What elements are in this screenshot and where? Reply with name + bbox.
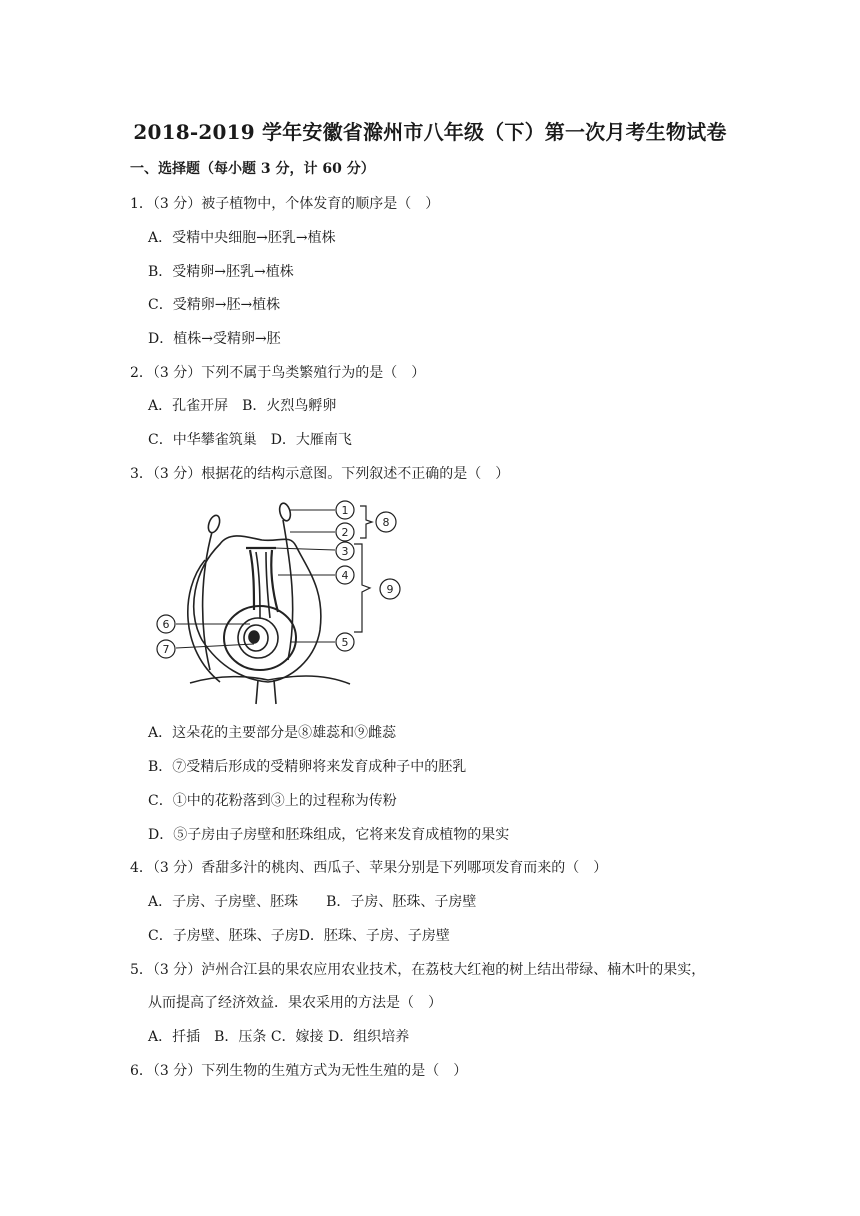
svg-text:5: 5	[341, 636, 349, 649]
question-4-options-ab: A．子房、子房壁、胚珠 B．子房、胚珠、子房壁	[148, 894, 477, 910]
svg-text:8: 8	[382, 516, 390, 529]
question-1-option-d: D．植株→受精卵→胚	[148, 331, 281, 347]
section-heading: 一、选择题（每小题 3 分，计 60 分）	[130, 161, 375, 177]
question-2-options-ab: A．孔雀开屏 B．火烈鸟孵卵	[148, 398, 337, 414]
question-1-option-c: C．受精卵→胚→植株	[148, 297, 281, 313]
svg-text:9: 9	[386, 583, 394, 596]
exam-title: 2018-2019 学年安徽省滁州市八年级（下）第一次月考生物试卷	[133, 120, 727, 144]
svg-text:6: 6	[162, 618, 170, 631]
question-1-stem: 1．（3 分）被子植物中，个体发育的顺序是（ ）	[130, 196, 440, 212]
question-1-option-a: A．受精中央细胞→胚乳→植株	[148, 230, 336, 246]
question-2-options-cd: C．中华攀雀筑巢 D．大雁南飞	[148, 432, 352, 448]
question-5-stem-continued: 从而提高了经济效益．果农采用的方法是（ ）	[148, 995, 442, 1011]
question-3-stem: 3．（3 分）根据花的结构示意图。下列叙述不正确的是（ ）	[130, 466, 510, 482]
svg-text:4: 4	[341, 569, 349, 582]
question-4-stem: 4．（3 分）香甜多汁的桃肉、西瓜子、苹果分别是下列哪项发育而来的（ ）	[130, 860, 608, 876]
question-3-option-a: A．这朵花的主要部分是⑧雄蕊和⑨雌蕊	[148, 725, 397, 741]
svg-text:1: 1	[341, 504, 349, 517]
question-1-option-b: B．受精卵→胚乳→植株	[148, 264, 294, 280]
question-3-option-d: D．⑤子房由子房壁和胚珠组成，它将来发育成植物的果实	[148, 827, 510, 843]
question-2-stem: 2．（3 分）下列不属于鸟类繁殖行为的是（ ）	[130, 365, 426, 381]
question-3-option-b: B．⑦受精后形成的受精卵将来发育成种子中的胚乳	[148, 759, 467, 775]
svg-text:3: 3	[341, 545, 349, 558]
svg-text:2: 2	[341, 526, 349, 539]
question-4-options-cd: C．子房壁、胚珠、子房D．胚珠、子房、子房壁	[148, 928, 450, 944]
question-5-options: A．扦插 B．压条 C．嫁接 D．组织培养	[148, 1029, 410, 1045]
question-3-option-c: C．①中的花粉落到③上的过程称为传粉	[148, 793, 397, 809]
svg-text:7: 7	[162, 643, 170, 656]
question-5-stem: 5．（3 分）泸州合江县的果农应用农业技术，在荔枝大红袍的树上结出带绿、楠木叶的果实，	[130, 962, 706, 978]
question-6-stem: 6．（3 分）下列生物的生殖方式为无性生殖的是（ ）	[130, 1063, 468, 1079]
flower-structure-diagram	[150, 500, 420, 705]
